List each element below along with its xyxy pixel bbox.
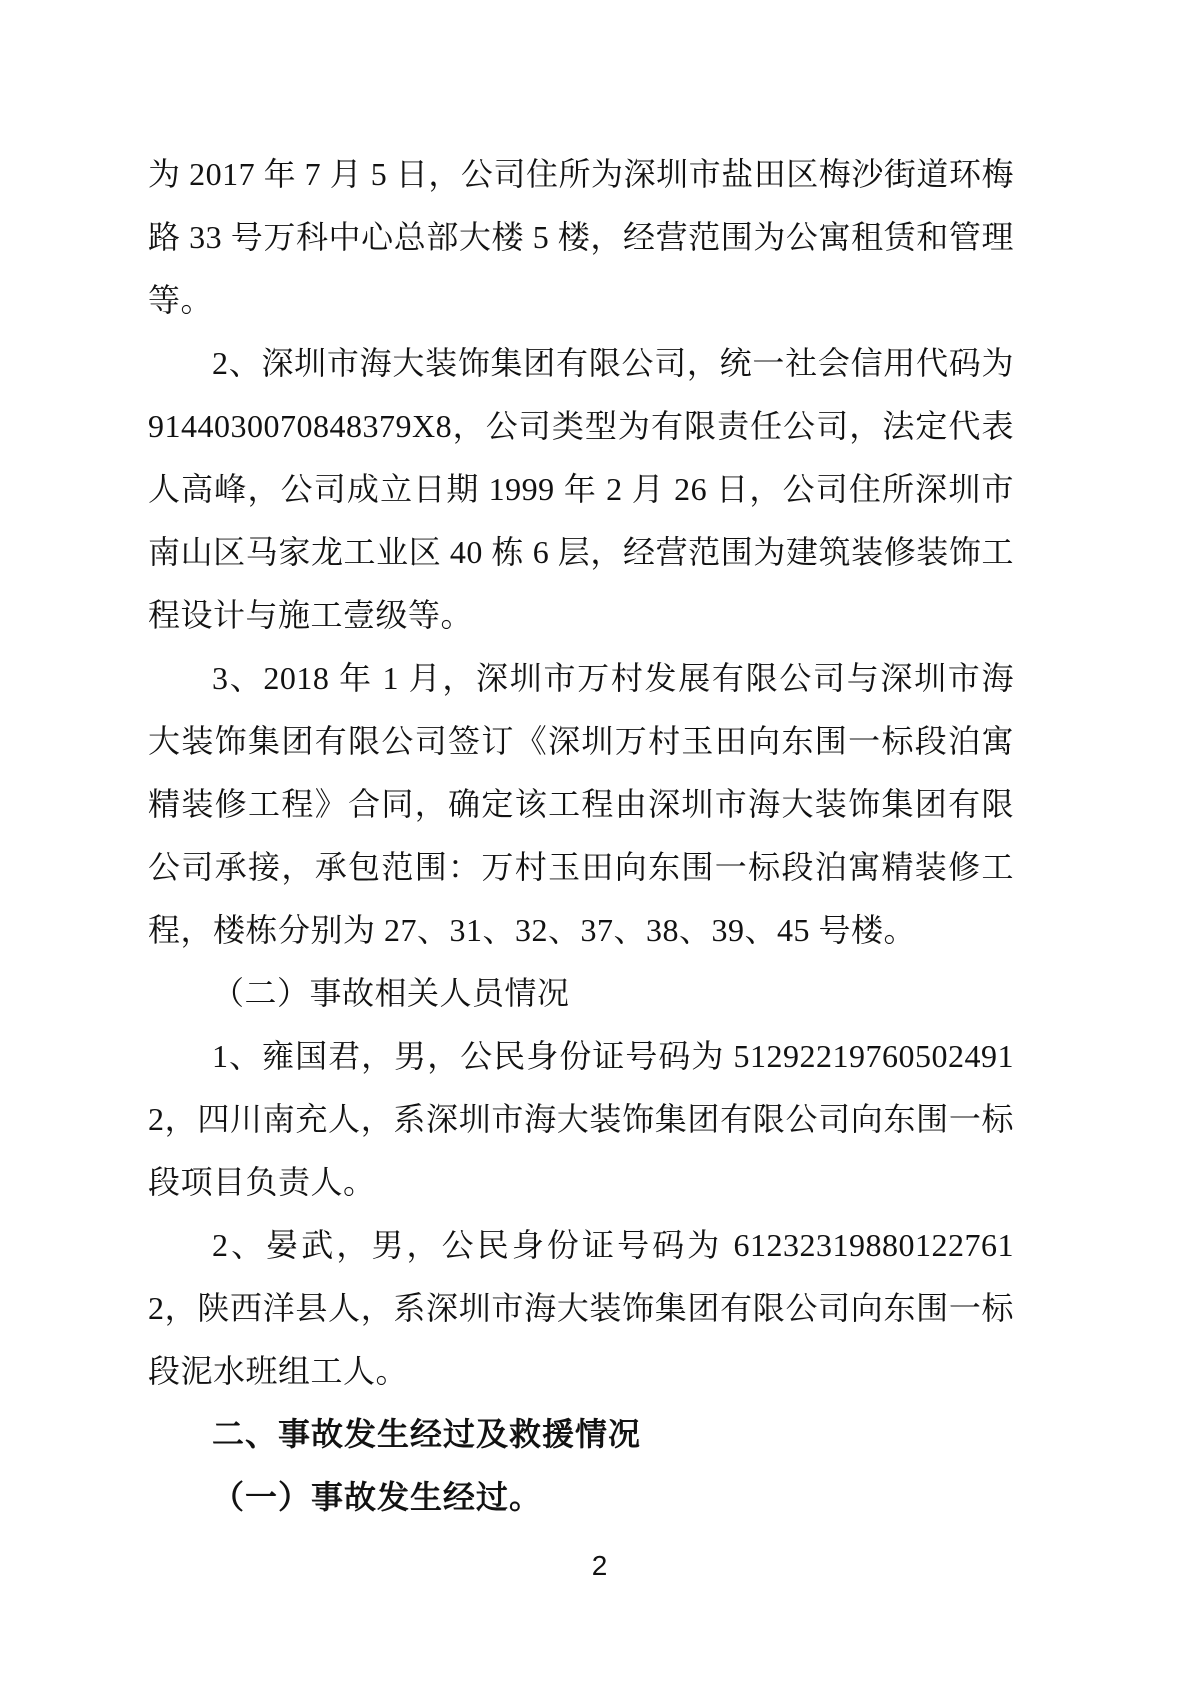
heading-section2-accident-course-rescue: 二、事故发生经过及救援情况 (212, 1416, 642, 1452)
page-number: 2 (591, 1550, 608, 1581)
page-footer (0, 1546, 1199, 1586)
paragraph-contract-info: 3、2018 年 1 月，深圳市万村发展有限公司与深圳市海大装饰集团有限公司签订《深圳万村玉田向东围一标段泊寓精装修工程》合同，确定该工程由深圳市海大装饰集团有限公司承接，承包范围：万村玉田向东围一标段泊寓精装修工程，楼栋分别为 27、31、32、37、38、39、45 号楼。 (148, 660, 1014, 948)
paragraph-person1-yong-guojun: 1、雍国君，男，公民身份证号码为 512922197605024912，四川南充人，系深圳市海大装饰集团有限公司向东围一标段项目负责人。 (148, 1038, 1014, 1200)
paragraph-person2-yan-wu: 2、晏武，男，公民身份证号码为 612323198801227612，陕西洋县人，系深圳市海大装饰集团有限公司向东围一标段泥水班组工人。 (148, 1227, 1014, 1389)
document-body (148, 143, 1014, 1529)
subheading-related-personnel: （二）事故相关人员情况 (212, 975, 570, 1011)
heading-subsection-accident-course: （一）事故发生经过。 (212, 1479, 543, 1515)
paragraph-company1-continuation: 为 2017 年 7 月 5 日，公司住所为深圳市盐田区梅沙街道环梅路 33 号万科中心总部大楼 5 楼，经营范围为公寓租赁和管理等。 (148, 156, 1014, 318)
paragraph-company2-info: 2、深圳市海大装饰集团有限公司，统一社会信用代码为 9144030070848379X8，公司类型为有限责任公司，法定代表人高峰，公司成立日期 1999 年 2 月 26 日，公司住所深圳市南山区马家龙工业区 40 栋 6 层，经营范围为建筑装修装饰工程设计与施工壹级等。 (148, 345, 1014, 633)
